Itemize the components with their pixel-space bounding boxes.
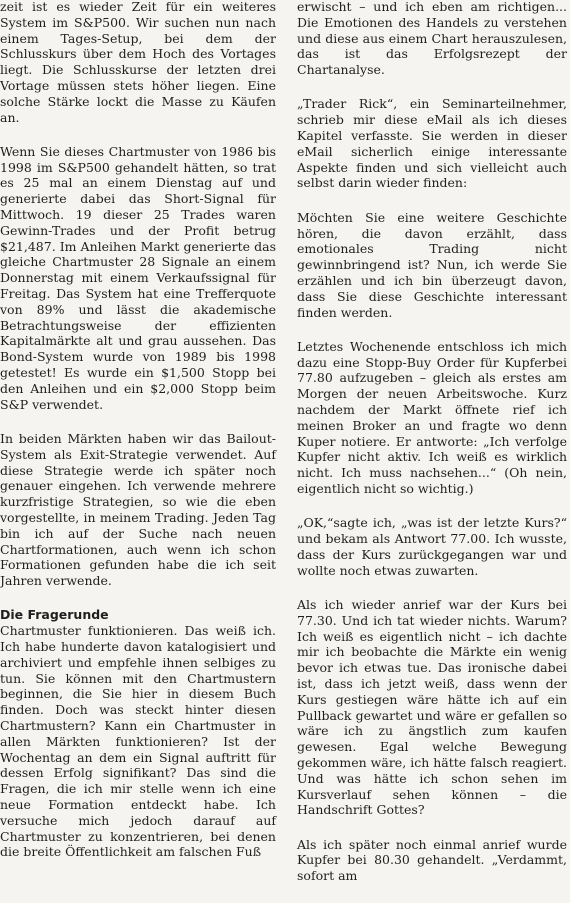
paragraph-chartmuster-questions: Chartmuster funktionieren. Das weiß ich. Ich habe hunderte davon katalogisiert und archiviert und empfehle ihnen selbiges zu tun. Sie können mit den Chartmustern beginnen, die Sie hier in diesem Buch finden. Doch was steckt hinter diesen Chartmustern? Kann ein Chartmuster in allen Märkten funktionieren? Ist der Wochentag an dem ein Signal auftritt für dessen Erfolg signifikant? Das sind die Fragen, die ich mir stelle wenn ich eine neue Formation entdeckt habe. Ich versuche mich jedoch darauf auf Chartmuster zu konzentrieren, bei denen die breite Öffentlichkeit am falschen Fuß: [0, 623, 276, 860]
paragraph-emotions: erwischt – und ich eben am richtigen... Die Emotionen des Handels zu verstehen und diese aus einem Chart herauszulesen, das ist das Erfolgsrezept der Chartanalyse.: [297, 0, 567, 78]
right-column: [297, 0, 567, 903]
paragraph-story-intro: Möchten Sie eine weitere Geschichte hören, die davon erzählt, dass emotionales Trading nicht gewinnbringend ist? Nun, ich werde Sie erzählen und ich bin überzeugt davon, dass Sie diese Geschichte interessant finden werden.: [297, 209, 567, 320]
paragraph-backtest-results: Wenn Sie dieses Chartmuster von 1986 bis 1998 im S&P500 gehandelt hätten, so trat es 25 mal an einem Dienstag auf und generierte dabei das Short-Signal für Mittwoch. 19 dieser 25 Trades waren Gewinn-Trades und der Profit betrug $21,487. Im Anleihen Markt generierte das gleiche Chartmuster 28 Signale an einem Donnerstag mit einem Verkaufssignal für Freitag. Das System hat eine Trefferquote von 89% und lässt die akademische Betrachtungsweise der effizienten Kapitalmärkte alt und grau aussehen. Das Bond-System wurde von 1989 bis 1998 getestet! Es wurde ein $1,500 Stopp bei den Anleihen und ein $2,000 Stopp beim S&P verwendet.: [0, 143, 276, 412]
paragraph-trader-rick: „Trader Rick“, ein Seminarteilnehmer, schrieb mir diese eMail als ich dieses Kapitel verfasste. Sie werden in dieser eMail sicherlich einige interessante Aspekte finden und sich vielleicht auch selbst darin wieder finden:: [297, 96, 567, 191]
paragraph-stop-buy-order: Letztes Wochenende entschloss ich mich dazu eine Stopp-Buy Order für Kupferbei 77.80 aufzugeben – gleich als erstes am Morgen der neuen Arbeitswoche. Kurz nachdem der Markt öffnete rief ich meinen Broker an und fragte wo denn Kuper notiere. Er antworte: „Ich verfolge Kupfer nicht aktiv. Ich weiß es wirklich nicht. Ich muss nachsehen...“ (Oh nein, eigentlich nicht so wichtig.): [297, 338, 567, 497]
paragraph-bailout-strategy: In beiden Märkten haben wir das Bailout-System als Exit-Strategie verwendet. Auf diese Strategie werde ich später noch genauer eingehen. Ich verwende mehrere kurzfristige Strategien, so wie die eben vorgestellte, in meinem Trading. Jeden Tag bin ich auf der Suche nach neuen Chartformationen, auch wenn ich schon Formationen gefunden habe die ich seit Jahren verwende.: [0, 430, 276, 589]
paragraph-called-again: Als ich wieder anrief war der Kurs bei 77.30. Und ich tat wieder nichts. Warum? Ich weiß es eigentlich nicht – ich dachte mir ich beobachte die Märkte ein wenig bevor ich etwas tue. Das ironische dabei ist, dass ich jetzt weiß, dass wenn der Kurs gestiegen wäre hätte ich auf ein Pullback gewartet und wäre er gefallen so wäre ich zu ängstlich zum kaufen gewesen. Egal welche Bewegung gekommen wäre, ich hätte falsch reagiert. Und was hätte ich schon sehen im Kursverlauf sehen können – die Handschrift Gottes?: [297, 597, 567, 818]
left-column: [0, 0, 276, 879]
paragraph-copper-rise: Als ich später noch einmal anrief wurde Kupfer bei 80.30 gehandelt. „Verdammt, sofort am: [297, 836, 567, 884]
paragraph-system-setup: zeit ist es wieder Zeit für ein weiteres System im S&P500. Wir suchen nun nach einem Tages-Setup, bei dem der Schlusskurs über dem Hoch des Vortages liegt. Die Schlusskurse der letzten drei Vortage müssen stets höher liegen. Eine solche Stärke lockt die Masse zu Käufen an.: [0, 0, 276, 125]
section-heading-fragerunde: Die Fragerunde: [0, 607, 109, 623]
paragraph-last-price: „OK,“sagte ich, „was ist der letzte Kurs?“ und bekam als Antwort 77.00. Ich wusste, dass der Kurs zurückgegangen war und wollte noch etwas zuwarten.: [297, 515, 567, 578]
